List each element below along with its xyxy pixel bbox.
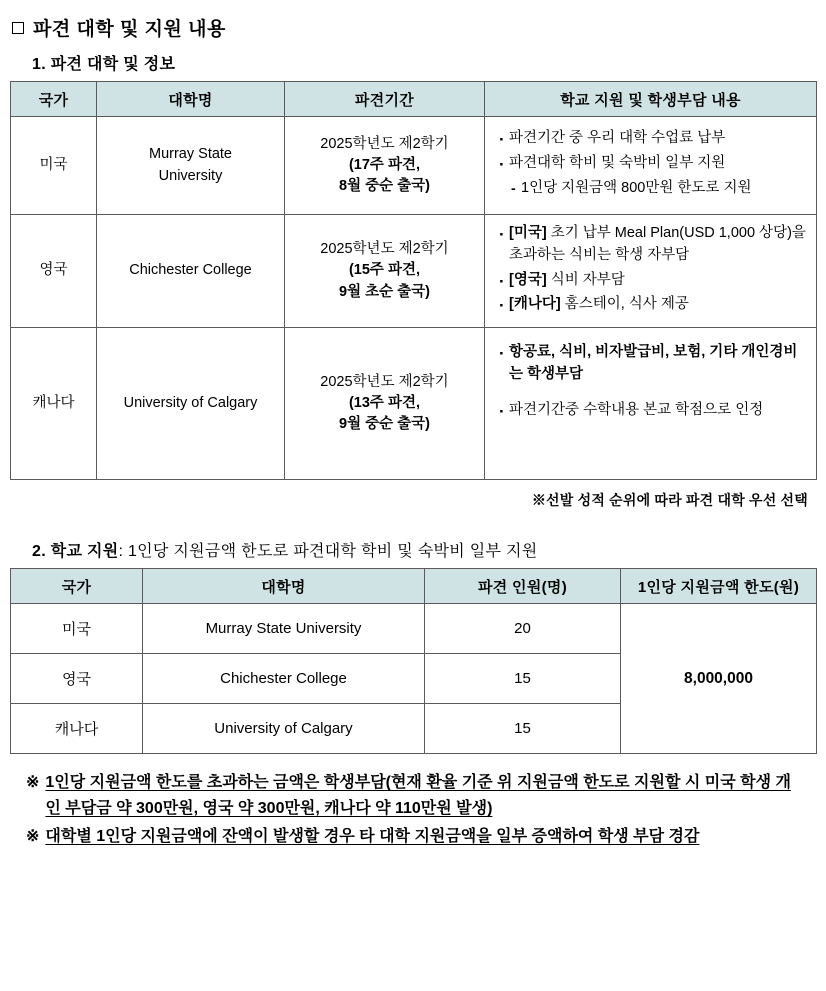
cell-headcount: 20 <box>425 604 621 654</box>
section-2-heading-num: 2. 학교 지원 <box>32 543 119 560</box>
cell-support-3 <box>485 328 817 480</box>
footnote-mark: ※ <box>26 774 40 791</box>
cell-country: 캐나다 <box>11 328 97 480</box>
cell-university: University of Calgary <box>97 328 285 480</box>
support-item: · 파견기간 중 우리 대학 수업료 납부 <box>497 128 806 150</box>
col-headcount: 파견 인원(명) <box>425 569 621 604</box>
support-subitem: - 1인당 지원금액 800만원 한도로 지원 <box>497 178 806 200</box>
table-row <box>11 604 817 654</box>
section-1-heading: 1. 파견 대학 및 정보 <box>32 56 176 73</box>
support-item: · 항공료, 식비, 비자발급비, 보험, 기타 개인경비는 학생부담 <box>497 342 806 386</box>
support-item: · [미국] 초기 납부 Meal Plan(USD 1,000 상당)을 초과하는 식비는 학생 자부담 <box>497 223 806 267</box>
page-title <box>12 14 816 41</box>
cell-period: 2025학년도 제2학기 (17주 파견, 8월 중순 출국) <box>285 117 485 215</box>
cell-country: 영국 <box>11 215 97 328</box>
table-row <box>11 328 817 480</box>
footnote-text: 대학별 1인당 지원금액에 잔액이 발생할 경우 타 대학 지원금액을 일부 증액하여 학생 부담 경감 <box>45 827 700 845</box>
footnote-text: 1인당 지원금액 한도를 초과하는 금액은 학생부담(현재 환율 기준 위 지원금액 한도로 지원할 시 미국 학생 개인 부담금 약 300만원, 영국 약 300만원, 캐나다 약 110만원 발생) <box>45 774 791 817</box>
support-amount-table <box>10 568 817 754</box>
cell-university: Chichester College <box>97 215 285 328</box>
cell-country: 캐나다 <box>11 704 143 754</box>
cell-period: 2025학년도 제2학기 (13주 파견, 9월 중순 출국) <box>285 328 485 480</box>
cell-amount-limit: 8,000,000 <box>621 604 817 754</box>
cell-country: 미국 <box>11 604 143 654</box>
col-country: 국가 <box>11 82 97 117</box>
section-2-heading <box>32 538 816 561</box>
cell-headcount: 15 <box>425 654 621 704</box>
col-support: 학교 지원 및 학생부담 내용 <box>485 82 817 117</box>
col-period: 파견기간 <box>285 82 485 117</box>
table-header-row <box>11 569 817 604</box>
col-country: 국가 <box>11 569 143 604</box>
table-row <box>11 117 817 215</box>
support-item: · 파견기간중 수학내용 본교 학점으로 인정 <box>497 400 806 422</box>
support-item: · 파견대학 학비 및 숙박비 일부 지원 <box>497 153 806 175</box>
footnote-item <box>26 770 800 822</box>
cell-university: Murray State University <box>143 604 425 654</box>
table-row <box>11 215 817 328</box>
col-university: 대학명 <box>143 569 425 604</box>
support-item: · [영국] 식비 자부담 <box>497 270 806 292</box>
cell-university: Chichester College <box>143 654 425 704</box>
footnotes <box>26 770 800 850</box>
footnote-item <box>26 824 800 850</box>
cell-support-2 <box>485 215 817 328</box>
cell-headcount: 15 <box>425 704 621 754</box>
table1-footnote: ※선발 성적 순위에 따라 파견 대학 우선 선택 <box>531 492 808 508</box>
dispatch-university-table <box>10 81 817 480</box>
footnote-mark: ※ <box>26 827 40 845</box>
section-2-heading-rest: : 1인당 지원금액 한도로 파견대학 학비 및 숙박비 일부 지원 <box>118 543 538 560</box>
cell-support-1 <box>485 117 817 215</box>
cell-period: 2025학년도 제2학기 (15주 파견, 9월 초순 출국) <box>285 215 485 328</box>
col-amount-limit: 1인당 지원금액 한도(원) <box>621 569 817 604</box>
table-header-row <box>11 82 817 117</box>
col-university: 대학명 <box>97 82 285 117</box>
page-title-text: 파견 대학 및 지원 내용 <box>33 19 226 40</box>
cell-country: 미국 <box>11 117 97 215</box>
cell-country: 영국 <box>11 654 143 704</box>
cell-university: Murray State University <box>97 117 285 215</box>
cell-university: University of Calgary <box>143 704 425 754</box>
square-bullet-icon <box>12 22 24 34</box>
support-item: · [캐나다] 홈스테이, 식사 제공 <box>497 294 806 316</box>
